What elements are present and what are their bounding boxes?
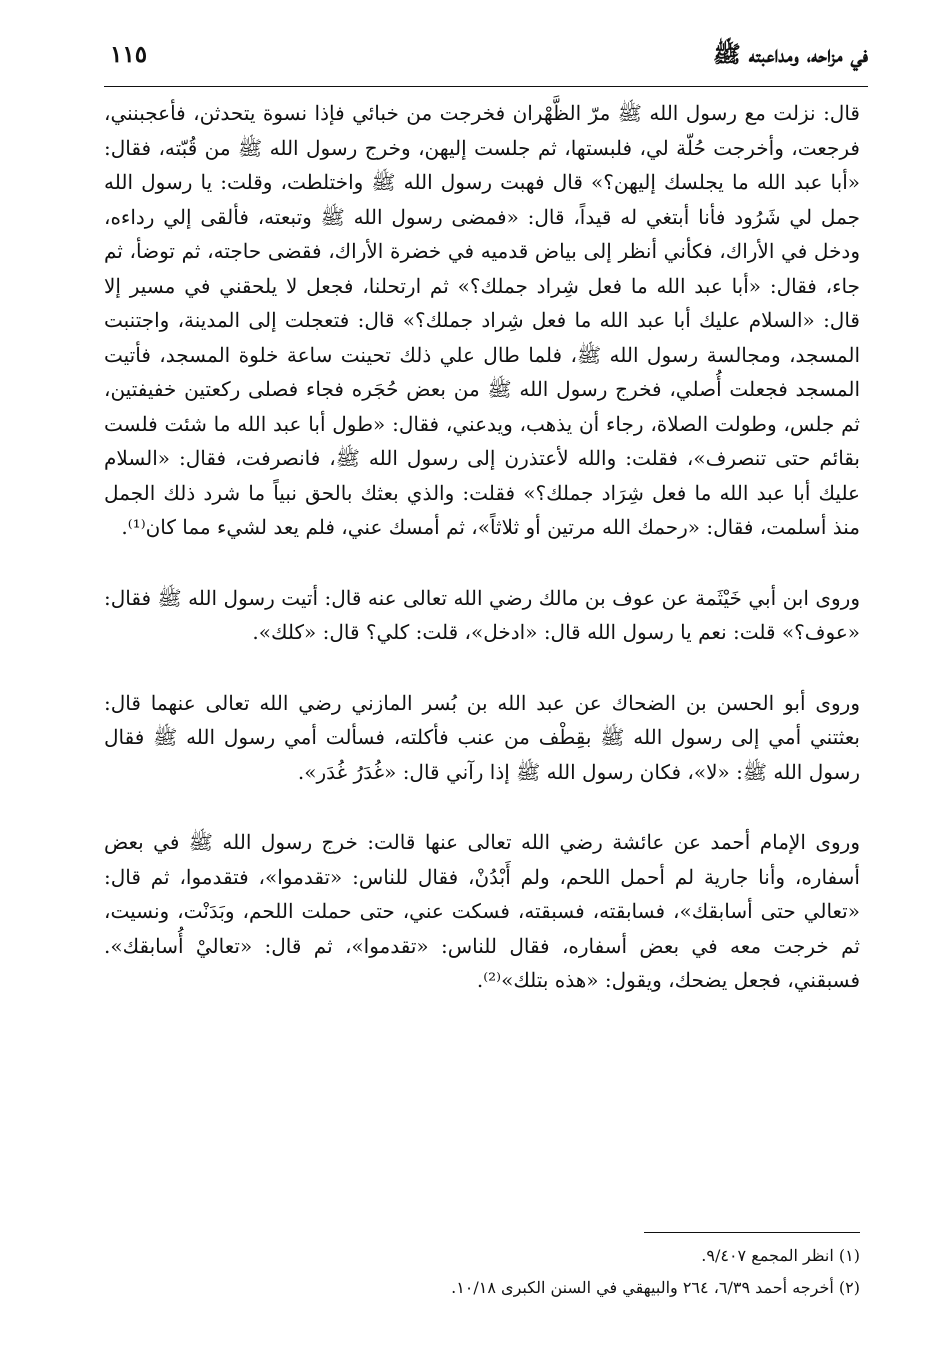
- page-number: ١١٥: [110, 41, 148, 68]
- page-header: [110, 40, 868, 80]
- paragraph-story-zubayr: قال: نزلت مع رسول الله ﷺ مرّ الظَّهْران فخرجت من خبائي فإذا نسوة يتحدثن، فأعجبنني، فرجعت، وأخرجت حُلّة لي، فلبستها، ثم جلست إليهن، وخرج رسول الله ﷺ من قُبّته، فقال: «أبا عبد الله ما يجلسك إليهن؟» قال فهبت رسول الله ﷺ واختلطت، وقلت: يا رسول الله جمل لي شَرُود فأنا أبتغي له قيداً، قال: «فمضى رسول الله ﷺ وتبعته، فألقى إلي رداءه، ودخل في الأراك، فكأني أنظر إلى بياض قدميه في خضرة الأراك، فقضى حاجته، ثم توضأ، ثم جاء، فقال: «أبا عبد الله ما فعل شِراد جملك؟» ثم ارتحلنا، فجعل لا يلحقني في مسير إلا قال: «السلام عليك أبا عبد الله ما فعل شِراد جملك؟» قال: فتعجلت إلى المدينة، واجتنبت المسجد، ومجالسة رسول الله ﷺ، فلما طال علي ذلك تحينت ساعة خلوة المسجد، فأتيت المسجد فجعلت أُصلي، فخرج رسول الله ﷺ من بعض حُجَره فجاء فصلى ركعتين خفيفتين، ثم جلس، وطولت الصلاة، رجاء أن يذهب، ويدعني، فقال: «طول أبا عبد الله ما شئت فلست بقائم حتى تنصرف»، فقلت: والله لأعتذرن إلى رسول الله ﷺ، فانصرفت، فقال: «السلام عليك أبا عبد الله ما فعل شِرَاد جملك؟» فقلت: والذي بعثك بالحق نبياً ما شرد ذلك الجمل منذ أسلمت، فقال: «رحمك الله مرتين أو ثلاثاً»، ثم أمسك عني، فلم يعد لشيء مما كان⁽¹⁾.: [104, 101, 860, 539]
- footnote-1: (١) انظر المجمع ٩/٤٠٧.: [701, 1246, 860, 1265]
- paragraph-gap: [104, 650, 860, 686]
- paragraph-gap: [104, 789, 860, 825]
- footnote-divider: [644, 1232, 860, 1233]
- paragraph-gap: [104, 545, 860, 581]
- paragraph-abdullah-ibn-busr: وروى أبو الحسن بن الضحاك عن عبد الله بن بُسر المازني رضي الله تعالى عنهما قال: بعثتني أمي إلى رسول الله ﷺ بقِطْف من عنب فأكلته، فسألت أمي رسول الله ﷺ فقال رسول الله ﷺ: «لا»، فكان رسول الله ﷺ إذا رآني قال: «غُدَرُ غُدَر».: [104, 690, 861, 784]
- paragraph-awf-ibn-malik: وروى ابن أبي خَيْثَمة عن عوف بن مالك رضي الله تعالى عنه قال: أتيت رسول الله ﷺ فقال: «عوف؟» قلت: نعم يا رسول الله قال: «ادخل»، قلت: كلي؟ قال: «كلك».: [104, 585, 861, 644]
- running-title: في مزاحه، ومداعبته ﷺ: [712, 41, 868, 68]
- header-divider: [104, 86, 868, 87]
- paragraph-aisha-race: وروى الإمام أحمد عن عائشة رضي الله تعالى عنها قالت: خرج رسول الله ﷺ في بعض أسفاره، وأنا جارية لم أحمل اللحم، ولم أَبْدُنْ، فقال للناس: «تقدموا»، فتقدموا، ثم قال: «تعالي حتى أسابقك»، فسابقته، فسبقته، فسكت عني، حتى حملت اللحم، وبَدَنْت، ونسيت، ثم خرجت معه في بعض أسفاره، فقال للناس: «تقدموا»، ثم قال: «تعاليْ أُسابقك». فسبقني، فجعل يضحك، ويقول: «هذه بتلك»⁽²⁾.: [104, 830, 860, 992]
- footnotes: [104, 1240, 860, 1304]
- footnote-2: (٢) أخرجه أحمد ٦/٣٩، ٢٦٤ والبيهقي في السنن الكبرى ١٠/١٨.: [451, 1278, 860, 1297]
- main-text: [104, 96, 860, 998]
